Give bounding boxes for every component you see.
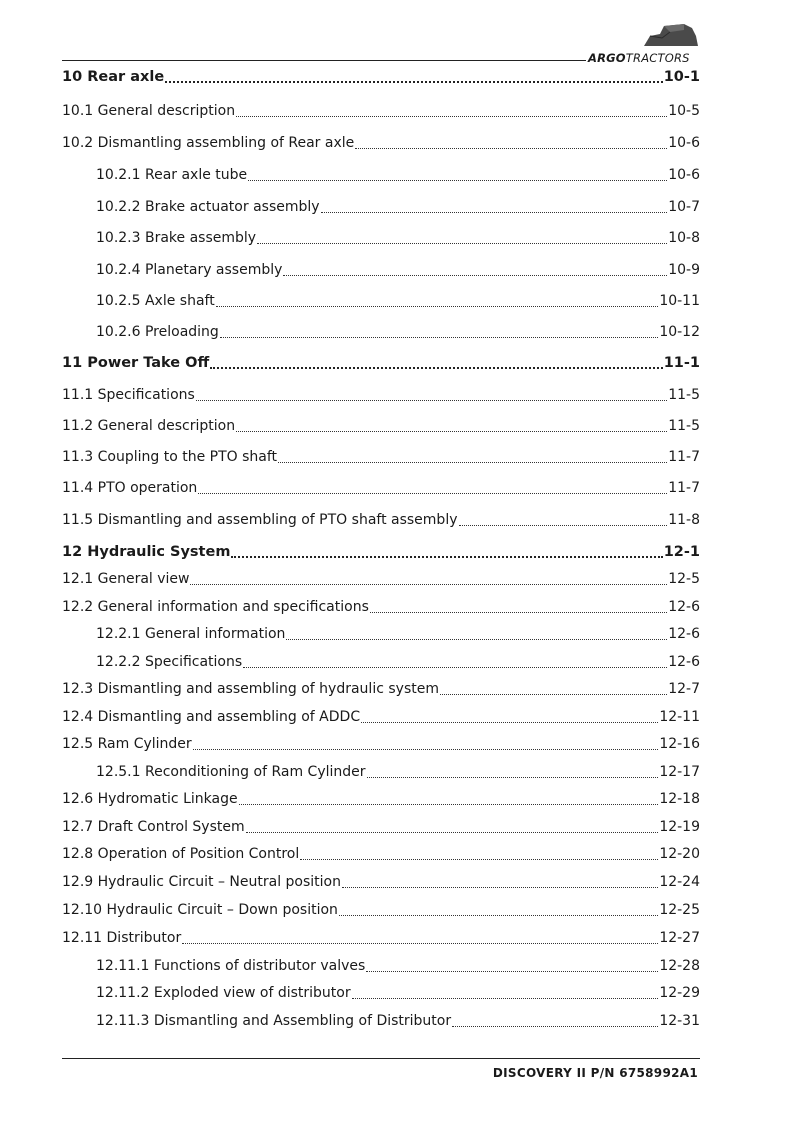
- toc-entry[interactable]: [96, 288, 700, 310]
- toc-entry-title: 12.11 Distributor: [62, 930, 182, 946]
- toc-dot-leader: [236, 429, 667, 432]
- toc-entry[interactable]: [62, 925, 700, 947]
- toc-dot-leader: [243, 665, 667, 668]
- toc-dot-leader: [198, 491, 667, 494]
- toc-dot-leader: [283, 273, 667, 276]
- footer-part-number: DISCOVERY II P/N 6758992A1: [492, 1066, 698, 1080]
- toc-entry-title: 12.11.3 Dismantling and Assembling of Distributor: [96, 1013, 452, 1029]
- toc-entry[interactable]: [96, 621, 700, 643]
- toc-entry-title: 12.8 Operation of Position Control: [62, 846, 300, 862]
- toc-entry[interactable]: [62, 786, 700, 808]
- toc-entry[interactable]: [96, 257, 700, 279]
- toc-entry-title: 12.2 General information and specifications: [62, 599, 369, 615]
- toc-entry[interactable]: [62, 64, 700, 86]
- toc-dot-leader: [210, 365, 662, 369]
- toc-entry-title: 12.6 Hydromatic Linkage: [62, 791, 238, 807]
- toc-entry-title: 12.7 Draft Control System: [62, 819, 245, 835]
- toc-entry[interactable]: [62, 869, 700, 891]
- toc-dot-leader: [459, 523, 668, 526]
- toc-entry-page: 12-19: [659, 819, 700, 835]
- toc-entry-page: 12-11: [659, 709, 700, 725]
- toc-entry-page: 12-28: [659, 958, 700, 974]
- toc-dot-leader: [231, 554, 662, 558]
- toc-entry-page: 12-6: [668, 626, 700, 642]
- toc-entry[interactable]: [96, 1008, 700, 1030]
- toc-entry-page: 11-7: [668, 480, 700, 496]
- toc-entry-title: 12.5 Ram Cylinder: [62, 736, 192, 752]
- toc-dot-leader: [236, 114, 667, 117]
- toc-entry-page: 10-1: [663, 69, 700, 85]
- toc-entry-page: 12-29: [659, 985, 700, 1001]
- toc-entry-page: 11-8: [668, 512, 700, 528]
- toc-entry-page: 12-1: [663, 544, 700, 560]
- toc-entry-title: 12.11.2 Exploded view of distributor: [96, 985, 351, 1001]
- toc-dot-leader: [440, 692, 667, 695]
- toc-dot-leader: [193, 747, 659, 750]
- toc-entry-title: 11.4 PTO operation: [62, 480, 198, 496]
- toc-entry-title: 10.2.2 Brake actuator assembly: [96, 199, 320, 215]
- toc-entry-page: 12-18: [659, 791, 700, 807]
- toc-dot-leader: [367, 775, 659, 778]
- toc-dot-leader: [239, 802, 659, 805]
- toc-entry-title: 12.5.1 Reconditioning of Ram Cylinder: [96, 764, 366, 780]
- toc-entry-page: 12-31: [659, 1013, 700, 1029]
- toc-entry-title: 10.2.4 Planetary assembly: [96, 262, 283, 278]
- toc-entry[interactable]: [96, 759, 700, 781]
- toc-dot-leader: [361, 720, 658, 723]
- toc-dot-leader: [257, 241, 667, 244]
- toc-entry-page: 11-1: [663, 355, 700, 371]
- toc-dot-leader: [342, 885, 658, 888]
- toc-dot-leader: [190, 582, 667, 585]
- toc-entry-title: 12.9 Hydraulic Circuit – Neutral position: [62, 874, 341, 890]
- toc-dot-leader: [370, 610, 667, 613]
- toc-entry[interactable]: [62, 594, 700, 616]
- logo-text-light: TRACTORS: [625, 51, 690, 65]
- toc-entry[interactable]: [62, 897, 700, 919]
- toc-entry-title: 10.2.6 Preloading: [96, 324, 219, 340]
- toc-entry-title: 12.2.1 General information: [96, 626, 286, 642]
- toc-entry[interactable]: [62, 413, 700, 435]
- toc-entry[interactable]: [62, 704, 700, 726]
- logo-text: [588, 51, 690, 65]
- toc-entry-page: 10-6: [668, 167, 700, 183]
- toc-entry-page: 10-6: [668, 135, 700, 151]
- toc-entry-title: 12.10 Hydraulic Circuit – Down position: [62, 902, 338, 918]
- toc-entry[interactable]: [62, 676, 700, 698]
- toc-entry-page: 10-7: [668, 199, 700, 215]
- toc-entry[interactable]: [62, 350, 700, 372]
- toc-entry[interactable]: [62, 507, 700, 529]
- toc-entry[interactable]: [96, 194, 700, 216]
- toc-entry-title: 10.2 Dismantling assembling of Rear axle: [62, 135, 355, 151]
- toc-entry[interactable]: [96, 225, 700, 247]
- toc-entry-page: 11-7: [668, 449, 700, 465]
- toc-entry-page: 10-5: [668, 103, 700, 119]
- toc-entry-title: 11 Power Take Off: [62, 355, 210, 371]
- toc-entry-title: 10.1 General description: [62, 103, 236, 119]
- argo-tractors-logo: [586, 20, 700, 66]
- toc-entry[interactable]: [62, 841, 700, 863]
- toc-entry-page: 12-6: [668, 654, 700, 670]
- toc-entry-title: 11.2 General description: [62, 418, 236, 434]
- toc-dot-leader: [355, 146, 667, 149]
- toc-dot-leader: [321, 210, 668, 213]
- toc-entry-page: 10-11: [659, 293, 700, 309]
- toc-entry-title: 10.2.5 Axle shaft: [96, 293, 215, 309]
- toc-entry-page: 12-16: [659, 736, 700, 752]
- toc-entry[interactable]: [62, 731, 700, 753]
- toc-entry-page: 12-27: [659, 930, 700, 946]
- toc-entry[interactable]: [62, 814, 700, 836]
- toc-entry-title: 10 Rear axle: [62, 69, 165, 85]
- toc-dot-leader: [339, 913, 658, 916]
- toc-dot-leader: [300, 857, 658, 860]
- toc-entry-title: 11.1 Specifications: [62, 387, 195, 403]
- toc-dot-leader: [196, 398, 667, 401]
- toc-entry-title: 12.11.1 Functions of distributor valves: [96, 958, 366, 974]
- toc-dot-leader: [182, 941, 658, 944]
- toc-entry[interactable]: [96, 162, 700, 184]
- toc-entry-title: 12.1 General view: [62, 571, 190, 587]
- toc-entry[interactable]: [62, 382, 700, 404]
- toc-entry-page: 12-7: [668, 681, 700, 697]
- toc-entry-title: 12.3 Dismantling and assembling of hydraulic system: [62, 681, 439, 697]
- toc-entry[interactable]: [62, 98, 700, 120]
- toc-entry[interactable]: [62, 444, 700, 466]
- toc-entry-page: 12-5: [668, 571, 700, 587]
- toc-dot-leader: [286, 637, 667, 640]
- toc-entry[interactable]: [62, 475, 700, 497]
- toc-entry-page: 11-5: [668, 418, 700, 434]
- toc-entry[interactable]: [62, 130, 700, 152]
- toc-dot-leader: [220, 335, 659, 338]
- footer-rule: [62, 1058, 700, 1059]
- toc-entry-page: 10-9: [668, 262, 700, 278]
- toc-entry-page: 12-25: [659, 902, 700, 918]
- toc-entry-page: 10-12: [659, 324, 700, 340]
- toc-entry-title: 11.5 Dismantling and assembling of PTO shaft assembly: [62, 512, 458, 528]
- toc-entry-title: 12 Hydraulic System: [62, 544, 231, 560]
- toc-entry-title: 10.2.3 Brake assembly: [96, 230, 257, 246]
- toc-entry[interactable]: [62, 539, 700, 561]
- toc-entry-page: 12-17: [659, 764, 700, 780]
- toc-entry[interactable]: [96, 953, 700, 975]
- logo-text-bold: ARGO: [588, 51, 626, 65]
- toc-dot-leader: [452, 1024, 658, 1027]
- toc-entry-page: 11-5: [668, 387, 700, 403]
- toc-dot-leader: [165, 79, 663, 83]
- toc-entry[interactable]: [96, 319, 700, 341]
- toc-dot-leader: [216, 304, 659, 307]
- toc-entry[interactable]: [96, 980, 700, 1002]
- toc-dot-leader: [352, 996, 659, 999]
- header-rule: [62, 60, 586, 61]
- toc-entry-title: 11.3 Coupling to the PTO shaft: [62, 449, 278, 465]
- toc-entry-page: 12-6: [668, 599, 700, 615]
- tractor-icon: [640, 22, 700, 48]
- toc-entry-page: 12-24: [659, 874, 700, 890]
- toc-entry-page: 10-8: [668, 230, 700, 246]
- toc-dot-leader: [366, 969, 658, 972]
- toc-entry-page: 12-20: [659, 846, 700, 862]
- toc-entry-title: 12.2.2 Specifications: [96, 654, 243, 670]
- toc-dot-leader: [248, 178, 667, 181]
- toc-entry[interactable]: [96, 649, 700, 671]
- toc-entry-title: 10.2.1 Rear axle tube: [96, 167, 248, 183]
- toc-dot-leader: [278, 460, 667, 463]
- toc-dot-leader: [246, 830, 659, 833]
- toc-entry[interactable]: [62, 566, 700, 588]
- toc-entry-title: 12.4 Dismantling and assembling of ADDC: [62, 709, 361, 725]
